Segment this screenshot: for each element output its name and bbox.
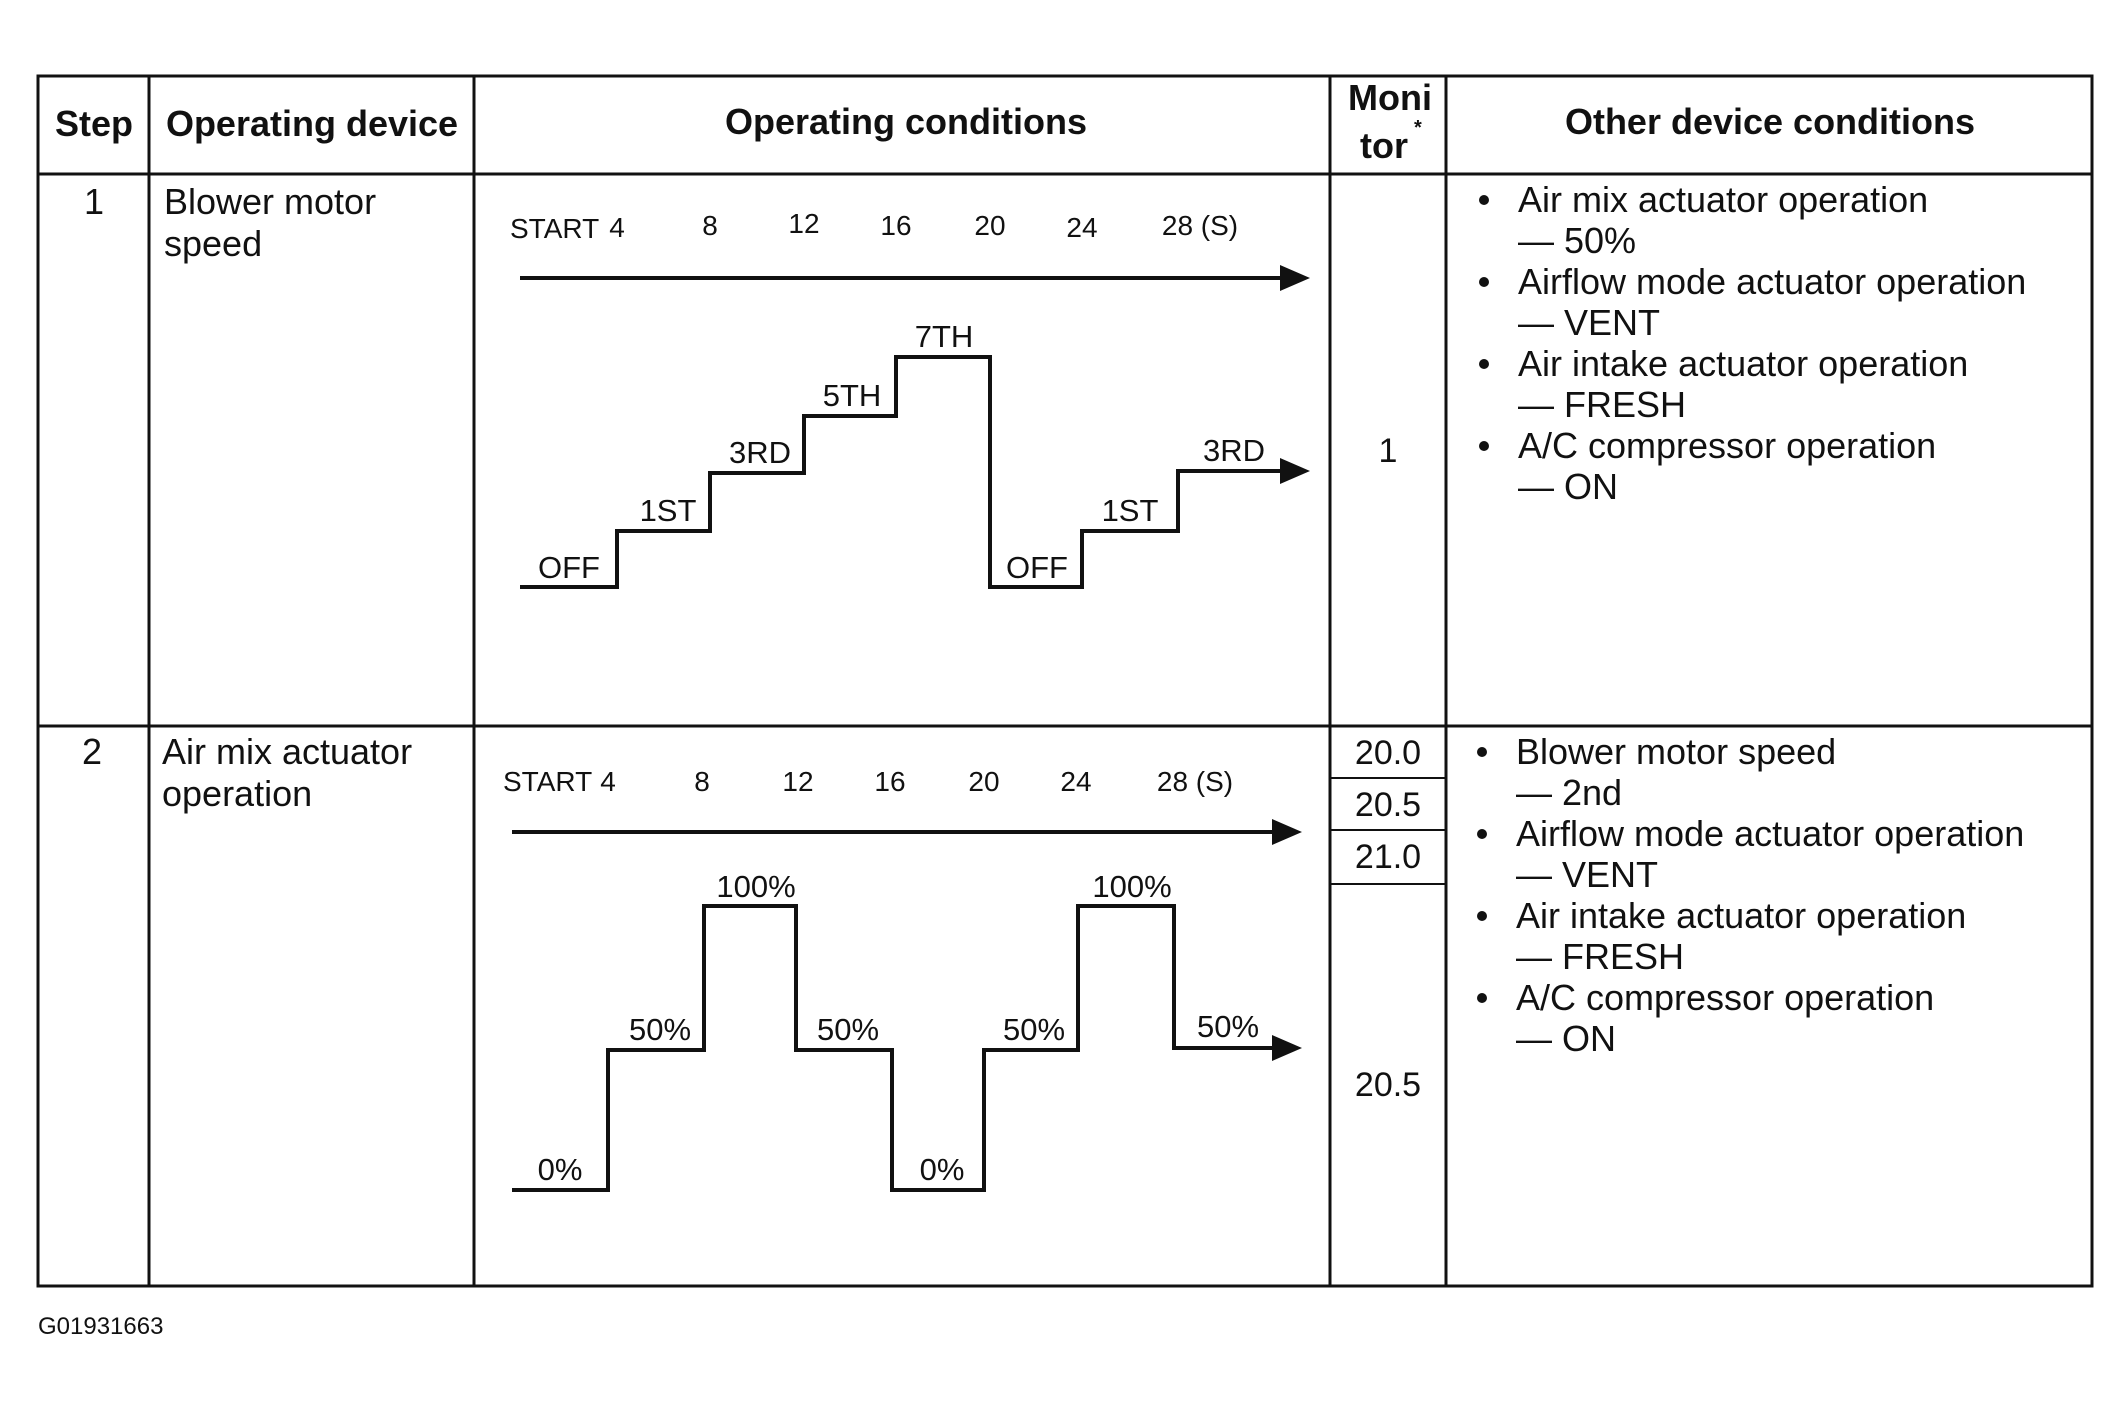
row1-other-value: — FRESH bbox=[1518, 384, 1687, 425]
row2-tick-label: 16 bbox=[874, 766, 906, 797]
bullet bbox=[1479, 195, 1489, 205]
row1-other-label: Air mix actuator operation bbox=[1518, 179, 1929, 220]
row1-other-value: — VENT bbox=[1518, 302, 1661, 343]
bullet bbox=[1479, 277, 1489, 287]
row2-tick-label: 8 bbox=[694, 766, 710, 797]
row2-level-label: 50% bbox=[1196, 1009, 1260, 1044]
row1-level-label: OFF bbox=[538, 550, 600, 585]
figure-id: G01931663 bbox=[38, 1313, 164, 1340]
row1-level-label: 3RD bbox=[728, 435, 792, 470]
row1-level-label: OFF bbox=[1006, 550, 1068, 585]
row1-tick-label: 8 bbox=[702, 210, 718, 241]
row2-start-label: START bbox=[503, 766, 593, 797]
row1-device-line2: speed bbox=[164, 223, 263, 264]
row1-tick-label: 20 bbox=[974, 210, 1006, 241]
row2-other-label: Blower motor speed bbox=[1516, 731, 1837, 772]
row2-level-label: 50% bbox=[1002, 1012, 1066, 1047]
row2-monitor-value: 21.0 bbox=[1354, 838, 1422, 876]
row1-tick-label: 12 bbox=[788, 208, 820, 239]
bullet bbox=[1477, 993, 1487, 1003]
row1-time-axis-arrowhead bbox=[1280, 265, 1310, 291]
header-monitor-line1: Moni bbox=[1348, 77, 1432, 118]
bullet bbox=[1479, 359, 1489, 369]
row2-device-line1: Air mix actuator bbox=[162, 731, 413, 772]
row1-tick-label: 24 bbox=[1066, 212, 1098, 243]
row1-monitor-value: 1 bbox=[1378, 432, 1398, 470]
bullet bbox=[1477, 911, 1487, 921]
row1-waveform-arrowhead bbox=[1280, 458, 1310, 484]
table-grid bbox=[38, 76, 2092, 1286]
row1-tick-label: 4 bbox=[609, 212, 625, 243]
row2-other-conditions bbox=[1477, 731, 2024, 1059]
row1-other-label: Air intake actuator operation bbox=[1518, 343, 1969, 384]
row2-step-waveform bbox=[512, 906, 1282, 1190]
row1-tick-label: 28 (S) bbox=[1161, 210, 1239, 241]
row1-other-label: Airflow mode actuator operation bbox=[1518, 261, 2027, 302]
header-step: Step bbox=[54, 103, 134, 144]
row1-start-label: START bbox=[510, 213, 600, 244]
row1-level-label: 1ST bbox=[639, 493, 697, 528]
row2-tick-label: 24 bbox=[1060, 766, 1092, 797]
row1-tick-label: 16 bbox=[880, 210, 912, 241]
row2-level-label: 100% bbox=[1092, 869, 1172, 904]
row2-level-label: 100% bbox=[716, 869, 796, 904]
row2-waveform-arrowhead bbox=[1272, 1035, 1302, 1061]
row2-other-value: — 2nd bbox=[1516, 772, 1623, 813]
row2-other-value: — ON bbox=[1516, 1018, 1617, 1059]
header-monitor-footnote-mark: * bbox=[1414, 117, 1422, 139]
row1-level-label: 5TH bbox=[822, 378, 882, 413]
row2-level-label: 0% bbox=[919, 1152, 965, 1187]
row2-other-value: — VENT bbox=[1516, 854, 1659, 895]
row2-other-label: Airflow mode actuator operation bbox=[1516, 813, 2025, 854]
row1-level-label: 1ST bbox=[1101, 493, 1159, 528]
row1-step-waveform bbox=[520, 357, 1290, 587]
row2-level-label: 50% bbox=[816, 1012, 880, 1047]
row2-level-label: 0% bbox=[537, 1152, 583, 1187]
bullet bbox=[1477, 747, 1487, 757]
row1-other-value: — 50% bbox=[1518, 220, 1637, 261]
bullet bbox=[1477, 829, 1487, 839]
header-operating-device: Operating device bbox=[165, 103, 459, 144]
header-other-device-conditions: Other device conditions bbox=[1564, 101, 1976, 142]
row2-level-label: 50% bbox=[628, 1012, 692, 1047]
row2-time-axis-arrowhead bbox=[1272, 819, 1302, 845]
bullet bbox=[1479, 441, 1489, 451]
row2-other-label: A/C compressor operation bbox=[1516, 977, 1935, 1018]
header-operating-conditions: Operating conditions bbox=[724, 101, 1088, 142]
row2-other-value: — FRESH bbox=[1516, 936, 1685, 977]
row2-monitor-value: 20.0 bbox=[1354, 734, 1422, 772]
row2-timing-diagram bbox=[503, 766, 1302, 1190]
row1-other-conditions bbox=[1479, 179, 2026, 507]
row1-level-label: 7TH bbox=[914, 319, 974, 354]
row2-step: 2 bbox=[81, 731, 103, 772]
row1-other-value: — ON bbox=[1518, 466, 1619, 507]
row1-device-line1: Blower motor bbox=[164, 181, 377, 222]
row2-tick-label: 4 bbox=[600, 766, 616, 797]
row1-step: 1 bbox=[83, 181, 105, 222]
row2-tick-label: 20 bbox=[968, 766, 1000, 797]
row2-device-line2: operation bbox=[162, 773, 313, 814]
row2-tick-label: 28 (S) bbox=[1156, 766, 1234, 797]
row2-tick-label: 12 bbox=[782, 766, 814, 797]
row1-level-label: 3RD bbox=[1202, 433, 1266, 468]
header-monitor-line2: tor bbox=[1360, 125, 1408, 166]
row1-timing-diagram bbox=[510, 208, 1310, 587]
row1-other-label: A/C compressor operation bbox=[1518, 425, 1937, 466]
row2-other-label: Air intake actuator operation bbox=[1516, 895, 1967, 936]
row2-monitor-value: 20.5 bbox=[1354, 786, 1422, 824]
row2-monitor-value: 20.5 bbox=[1354, 1066, 1422, 1104]
